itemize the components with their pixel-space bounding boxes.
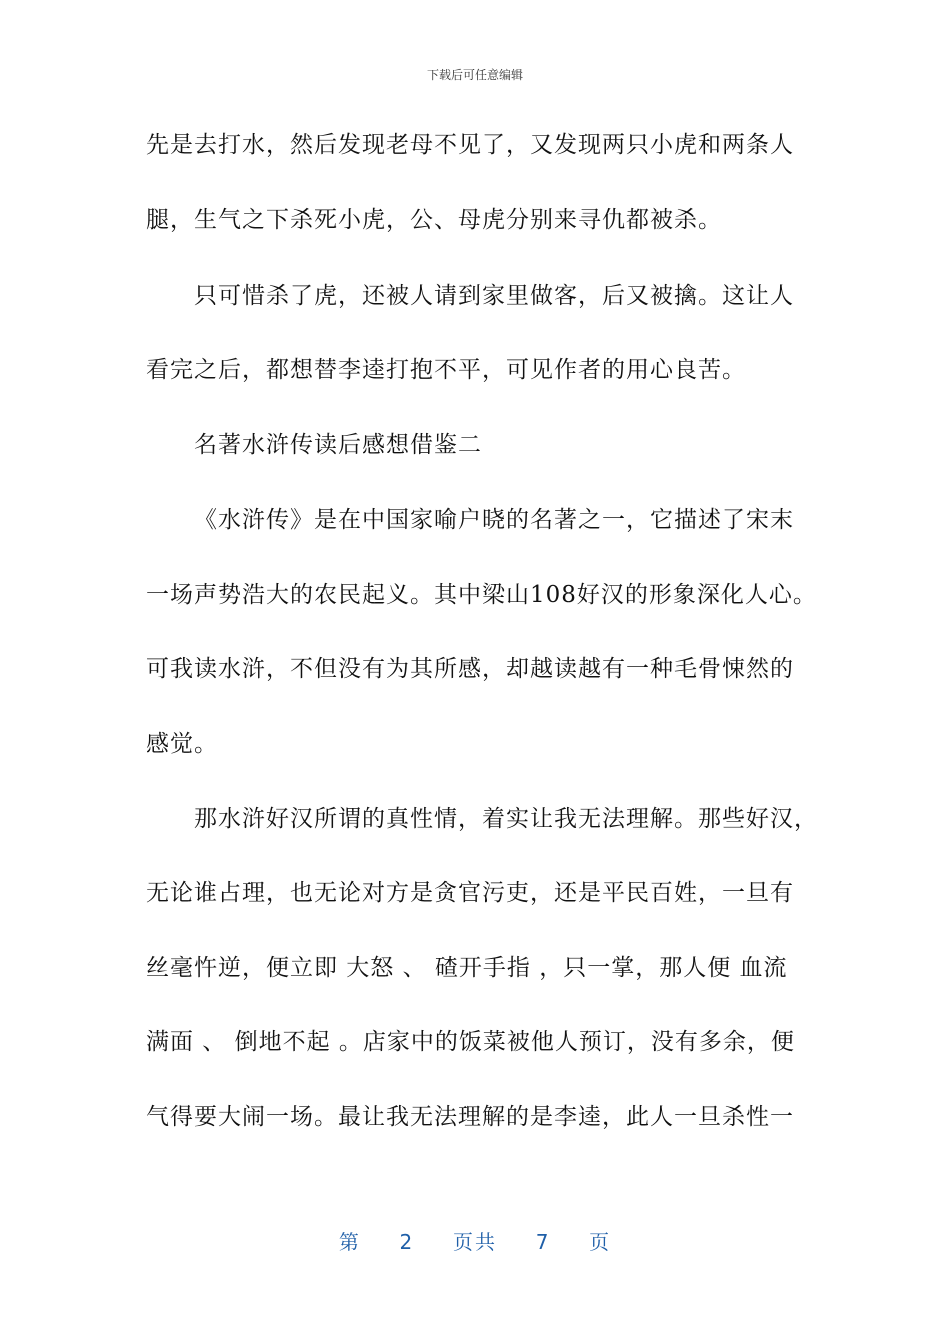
page-label-suffix: 页 xyxy=(589,1230,612,1254)
body-line: 腿，生气之下杀死小虎，公、母虎分别来寻仇都被杀。 xyxy=(146,207,722,233)
page-current: 2 xyxy=(399,1230,415,1254)
body-line: 只可惜杀了虎，还被人请到家里做客，后又被擒。这让人 xyxy=(194,283,794,309)
body-line: 那水浒好汉所谓的真性情，着实让我无法理解。那些好汉， xyxy=(194,806,818,832)
body-line: 《水浒传》是在中国家喻户晓的名著之一，它描述了宋末 xyxy=(194,507,794,533)
section-heading: 名著水浒传读后感想借鉴二 xyxy=(194,432,482,458)
body-line: 满面 、 倒地不起 。店家中的饭菜被他人预订，没有多余，便 xyxy=(146,1029,795,1055)
body-line: 无论谁占理，也无论对方是贪官污吏，还是平民百姓，一旦有 xyxy=(146,880,794,906)
body-line: 丝毫忤逆，便立即 大怒 、 碴开手指 ，只一掌，那人便 血流 xyxy=(146,955,788,981)
page-total: 7 xyxy=(535,1230,551,1254)
body-line: 感觉。 xyxy=(146,731,218,757)
page-label-mid: 页共 xyxy=(453,1230,497,1254)
page-label-prefix: 第 xyxy=(338,1230,361,1254)
body-line: 气得要大闹一场。最让我无法理解的是李逵，此人一旦杀性一 xyxy=(146,1104,794,1130)
page-header-note: 下载后可任意编辑 xyxy=(426,68,523,82)
page-footer xyxy=(0,1226,950,1255)
body-line: 可我读水浒，不但没有为其所感，却越读越有一种毛骨悚然的 xyxy=(146,656,794,682)
body-line: 看完之后，都想替李逵打抱不平，可见作者的用心良苦。 xyxy=(146,357,746,383)
body-line: 先是去打水，然后发现老母不见了，又发现两只小虎和两条人 xyxy=(146,132,794,158)
body-line: 一场声势浩大的农民起义。其中梁山108好汉的形象深化人心。 xyxy=(146,582,817,608)
